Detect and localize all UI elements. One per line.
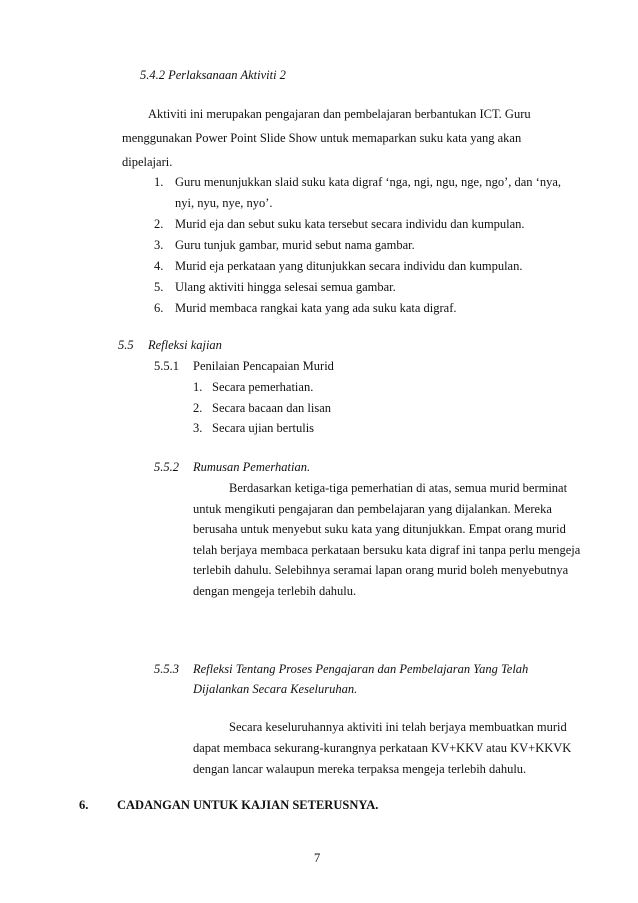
paragraph-line: menggunakan Power Point Slide Show untuk memaparkan suku kata yang akan <box>122 131 522 145</box>
list-item-number: 4. <box>154 259 164 273</box>
list-item-text: Secara pemerhatian. <box>212 380 314 394</box>
paragraph-line: Secara keseluruhannya aktiviti ini telah berjaya membuatkan murid <box>229 720 567 734</box>
list-item-text: Murid membaca rangkai kata yang ada suku kata digraf. <box>175 301 457 315</box>
list-item-text: Guru menunjukkan slaid suku kata digraf ‘nga, ngi, ngu, nge, ngo’, dan ‘nya, <box>175 175 562 189</box>
paragraph-line: Berdasarkan ketiga-tiga pemerhatian di atas, semua murid berminat <box>229 481 568 495</box>
paragraph-line: telah berjaya membaca perkataan bersuku kata digraf ini tanpa perlu mengeja <box>193 543 581 557</box>
list-item-number: 2. <box>154 217 164 231</box>
paragraph-line: untuk mengikuti pengajaran dan pembelajaran yang dijalankan. Mereka <box>193 502 552 516</box>
paragraph-line: dipelajari. <box>122 155 173 169</box>
list-item-text: Guru tunjuk gambar, murid sebut nama gambar. <box>175 238 415 252</box>
section-553-heading: Dijalankan Secara Keseluruhan. <box>193 682 358 696</box>
list-item-number: 6. <box>154 301 164 315</box>
section-553-number: 5.5.3 <box>154 662 179 676</box>
section-551-heading: Penilaian Pencapaian Murid <box>193 359 334 373</box>
section-55-number: 5.5 <box>118 338 134 352</box>
list-item-number: 5. <box>154 280 164 294</box>
list-item-number: 1. <box>154 175 164 189</box>
list-item-text: Ulang aktiviti hingga selesai semua gambar. <box>175 280 396 294</box>
paragraph-line: berusaha untuk menyebut suku kata yang ditunjukkan. Empat orang murid <box>193 522 566 536</box>
list-item-text: Murid eja dan sebut suku kata tersebut secara individu dan kumpulan. <box>175 217 525 231</box>
list-item-number: 3. <box>154 238 164 252</box>
paragraph-line: dengan lancar walaupun mereka terpaksa mengeja terlebih dahulu. <box>193 762 527 776</box>
paragraph-line: Aktiviti ini merupakan pengajaran dan pembelajaran berbantukan ICT. Guru <box>148 107 531 121</box>
page-number: 7 <box>314 851 321 865</box>
section-55-heading: Refleksi kajian <box>148 338 222 352</box>
list-item-number: 2. <box>193 401 203 415</box>
section-542-heading: 5.4.2 Perlaksanaan Aktiviti 2 <box>140 68 286 82</box>
section-6-heading: CADANGAN UNTUK KAJIAN SETERUSNYA. <box>117 798 379 812</box>
list-item-number: 3. <box>193 421 203 435</box>
section-551-number: 5.5.1 <box>154 359 179 373</box>
section-553-heading: Refleksi Tentang Proses Pengajaran dan Pembelajaran Yang Telah <box>193 662 529 676</box>
list-item-text: Secara bacaan dan lisan <box>212 401 332 415</box>
list-item-text: nyi, nyu, nye, nyo’. <box>175 196 273 210</box>
list-item-text: Murid eja perkataan yang ditunjukkan secara individu dan kumpulan. <box>175 259 523 273</box>
paragraph-line: dengan mengeja terlebih dahulu. <box>193 584 357 598</box>
paragraph-line: terlebih dahulu. Selebihnya seramai lapan orang murid boleh menyebutnya <box>193 563 569 577</box>
section-552-number: 5.5.2 <box>154 460 179 474</box>
section-6-number: 6. <box>79 798 89 812</box>
list-item-text: Secara ujian bertulis <box>212 421 315 435</box>
section-552-heading: Rumusan Pemerhatian. <box>193 460 311 474</box>
list-item-number: 1. <box>193 380 203 394</box>
paragraph-line: dapat membaca sekurang-kurangnya perkataan KV+KKV atau KV+KKVK <box>193 741 572 755</box>
